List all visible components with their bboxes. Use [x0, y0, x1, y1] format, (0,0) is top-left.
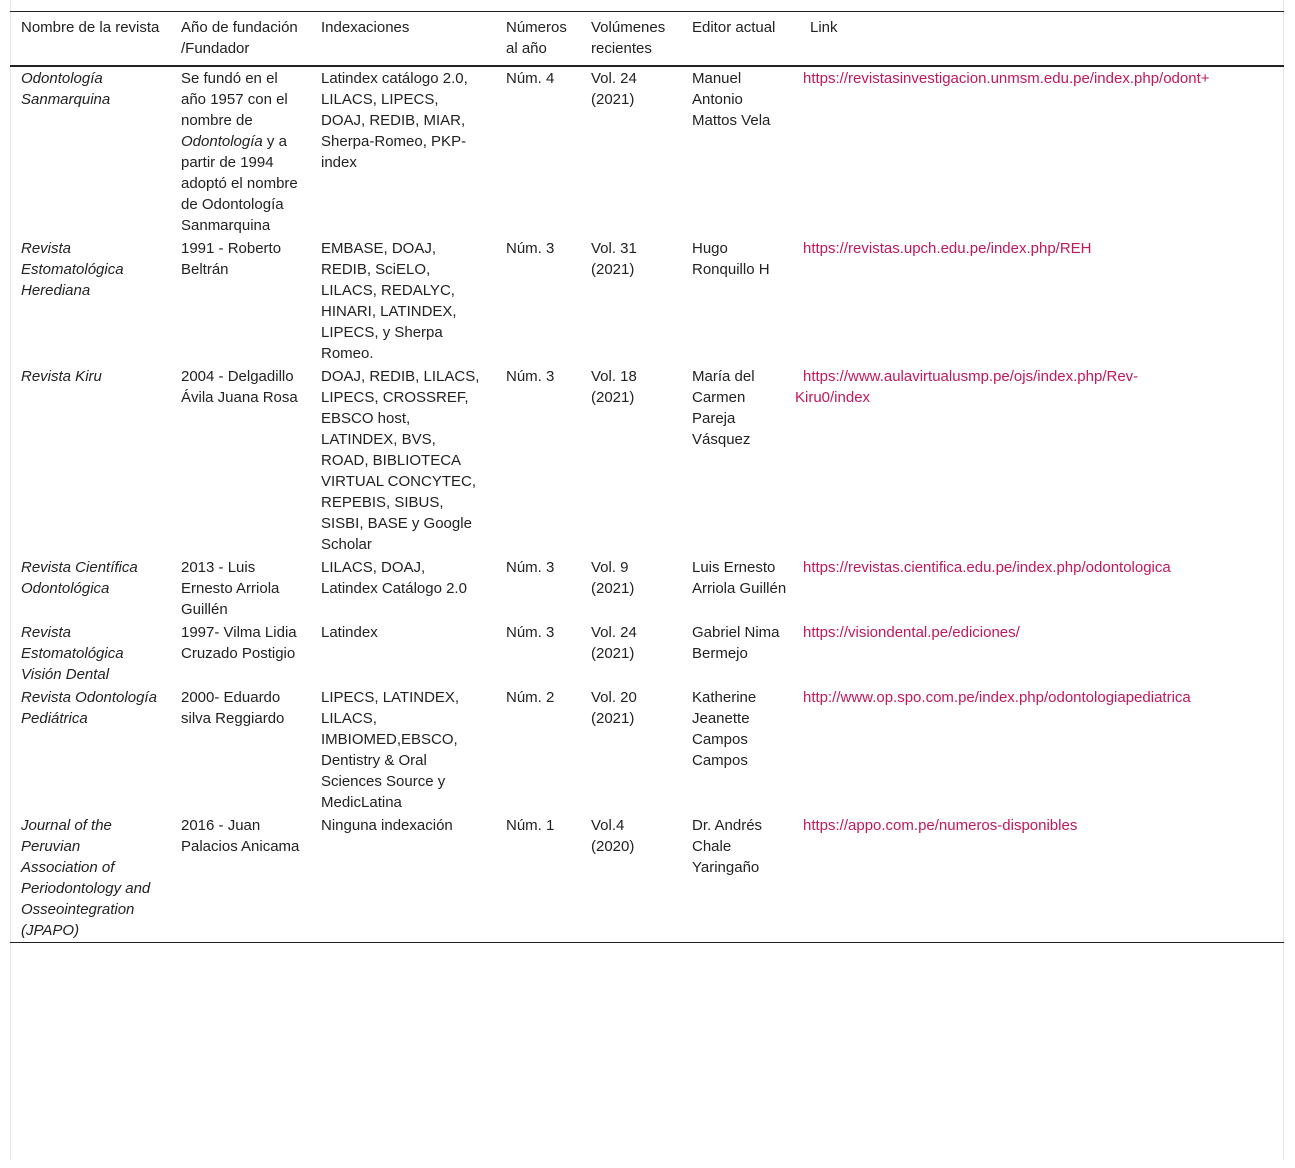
- indexing-cell: Latindex catálogo 2.0, LILACS, LIPECS, DOAJ, REDIB, MIAR, Sherpa-Romeo, PKP-index: [321, 70, 468, 171]
- journals-table: [10, 11, 1284, 943]
- editor-cell: Gabriel Nima Bermejo: [692, 624, 780, 662]
- table-row: [10, 621, 1284, 686]
- founded-cell: 2016 - Juan Palacios Anicama: [181, 817, 300, 855]
- table-header: [10, 12, 1284, 67]
- header-issues: Números al año: [506, 19, 567, 57]
- issues-cell: Núm. 3: [506, 368, 555, 385]
- table-row: [10, 814, 1284, 943]
- journal-name: Revista Estomatológica Visión Dental: [21, 624, 124, 683]
- header-editor: Editor actual: [692, 19, 776, 36]
- link-cell: [799, 686, 1284, 814]
- table-row: [10, 66, 1284, 237]
- founded-cell: 1991 - Roberto Beltrán: [181, 240, 282, 278]
- volumes-cell: Vol. 24 (2021): [591, 70, 637, 108]
- founded-emphasis: Odontología: [181, 133, 263, 150]
- volumes-cell: Vol.4 (2020): [591, 817, 635, 855]
- indexing-cell: EMBASE, DOAJ, REDIB, SciELO, LILACS, REDALYC, HINARI, LATINDEX, LIPECS, y Sherpa Romeo.: [321, 240, 457, 362]
- volumes-cell: Vol. 20 (2021): [591, 689, 637, 727]
- journal-name: Revista Kiru: [21, 368, 102, 385]
- link-cell: [799, 66, 1284, 237]
- journal-link[interactable]: https://revistas.upch.edu.pe/index.php/REH: [803, 240, 1092, 257]
- editor-cell: Hugo Ronquillo H: [692, 240, 770, 278]
- indexing-cell: Latindex: [321, 624, 378, 641]
- issues-cell: Núm. 3: [506, 240, 555, 257]
- header-link: Link: [810, 19, 838, 36]
- indexing-cell: DOAJ, REDIB, LILACS, LIPECS, CROSSREF, EBSCO host, LATINDEX, BVS, ROAD, BIBLIOTECA VIRTUAL CONCYTEC, REPEBIS, SIBUS, SISBI, BASE y Google Scholar: [321, 368, 480, 553]
- founded-cell: 2000- Eduardo silva Reggiardo: [181, 689, 285, 727]
- header-founded: Año de fundación /Fundador: [181, 19, 298, 57]
- journal-name: Revista Científica Odontológica: [21, 559, 138, 597]
- editor-cell: Luis Ernesto Arriola Guillén: [692, 559, 787, 597]
- table-row: [10, 686, 1284, 814]
- founded-cell: 2013 - Luis Ernesto Arriola Guillén: [181, 559, 280, 618]
- link-cell: [799, 556, 1284, 621]
- journal-name: Revista Odontología Pediátrica: [21, 689, 157, 727]
- header-volumes: Volúmenes recientes: [591, 19, 666, 57]
- table-row: [10, 237, 1284, 365]
- issues-cell: Núm. 1: [506, 817, 555, 834]
- founded-cell: [170, 66, 310, 237]
- founded-cell: 2004 - Delgadillo Ávila Juana Rosa: [181, 368, 298, 406]
- link-cell: [795, 365, 1284, 556]
- editor-cell: Dr. Andrés Chale Yaringaño: [692, 817, 763, 876]
- issues-cell: Núm. 4: [506, 70, 555, 87]
- indexing-cell: LIPECS, LATINDEX, LILACS, IMBIOMED,EBSCO, Dentistry & Oral Sciences Source y MedicLatina: [321, 689, 460, 811]
- journal-link[interactable]: https://revistas.cientifica.edu.pe/index.php/odontologica: [803, 559, 1171, 576]
- volumes-cell: Vol. 24 (2021): [591, 624, 637, 662]
- indexing-cell: Ninguna indexación: [321, 817, 453, 834]
- header-name: Nombre de la revista: [21, 19, 160, 36]
- journal-name: Journal of the Peruvian Association of Periodontology and Osseointegration (JPAPO): [21, 817, 151, 939]
- editor-cell: María del Carmen Pareja Vásquez: [692, 368, 755, 448]
- volumes-cell: Vol. 9 (2021): [591, 559, 635, 597]
- journal-link[interactable]: https://visiondental.pe/ediciones/: [803, 624, 1020, 641]
- journal-link-part: https://www.aulavirtualusmp.pe/ojs/index.php/Rev-: [803, 368, 1139, 385]
- issues-cell: Núm. 2: [506, 689, 555, 706]
- indexing-cell: LILACS, DOAJ, Latindex Catálogo 2.0: [321, 559, 467, 597]
- header-row: [10, 12, 1284, 67]
- journal-link[interactable]: https://appo.com.pe/numeros-disponibles: [803, 817, 1078, 834]
- link-cell: [799, 237, 1284, 365]
- founded-cell: 1997- Vilma Lidia Cruzado Postigio: [181, 624, 297, 662]
- founded-text: y a partir de 1994 adoptó el nombre de Odontología Sanmarquina: [181, 133, 298, 234]
- journal-link-part: Kiru0/index: [795, 389, 871, 406]
- link-cell: [799, 621, 1284, 686]
- issues-cell: Núm. 3: [506, 624, 555, 641]
- journal-link[interactable]: https://revistasinvestigacion.unmsm.edu.pe/index.php/odont+: [803, 70, 1210, 87]
- volumes-cell: Vol. 31 (2021): [591, 240, 637, 278]
- editor-cell: Manuel Antonio Mattos Vela: [692, 70, 771, 129]
- editor-cell: Katherine Jeanette Campos Campos: [692, 689, 757, 769]
- volumes-cell: Vol. 18 (2021): [591, 368, 637, 406]
- issues-cell: Núm. 3: [506, 559, 555, 576]
- table-row: [10, 556, 1284, 621]
- table-row: [10, 365, 1284, 556]
- founded-text: Se fundó en el año 1957 con el nombre de: [181, 70, 288, 129]
- header-indexing: Indexaciones: [321, 19, 410, 36]
- journal-name: Odontología Sanmarquina: [21, 70, 111, 108]
- journal-link[interactable]: http://www.op.spo.com.pe/index.php/odontologiapediatrica: [803, 689, 1191, 706]
- journal-link[interactable]: [795, 368, 1139, 406]
- link-cell: [799, 814, 1284, 943]
- journal-name: Revista Estomatológica Herediana: [21, 240, 124, 299]
